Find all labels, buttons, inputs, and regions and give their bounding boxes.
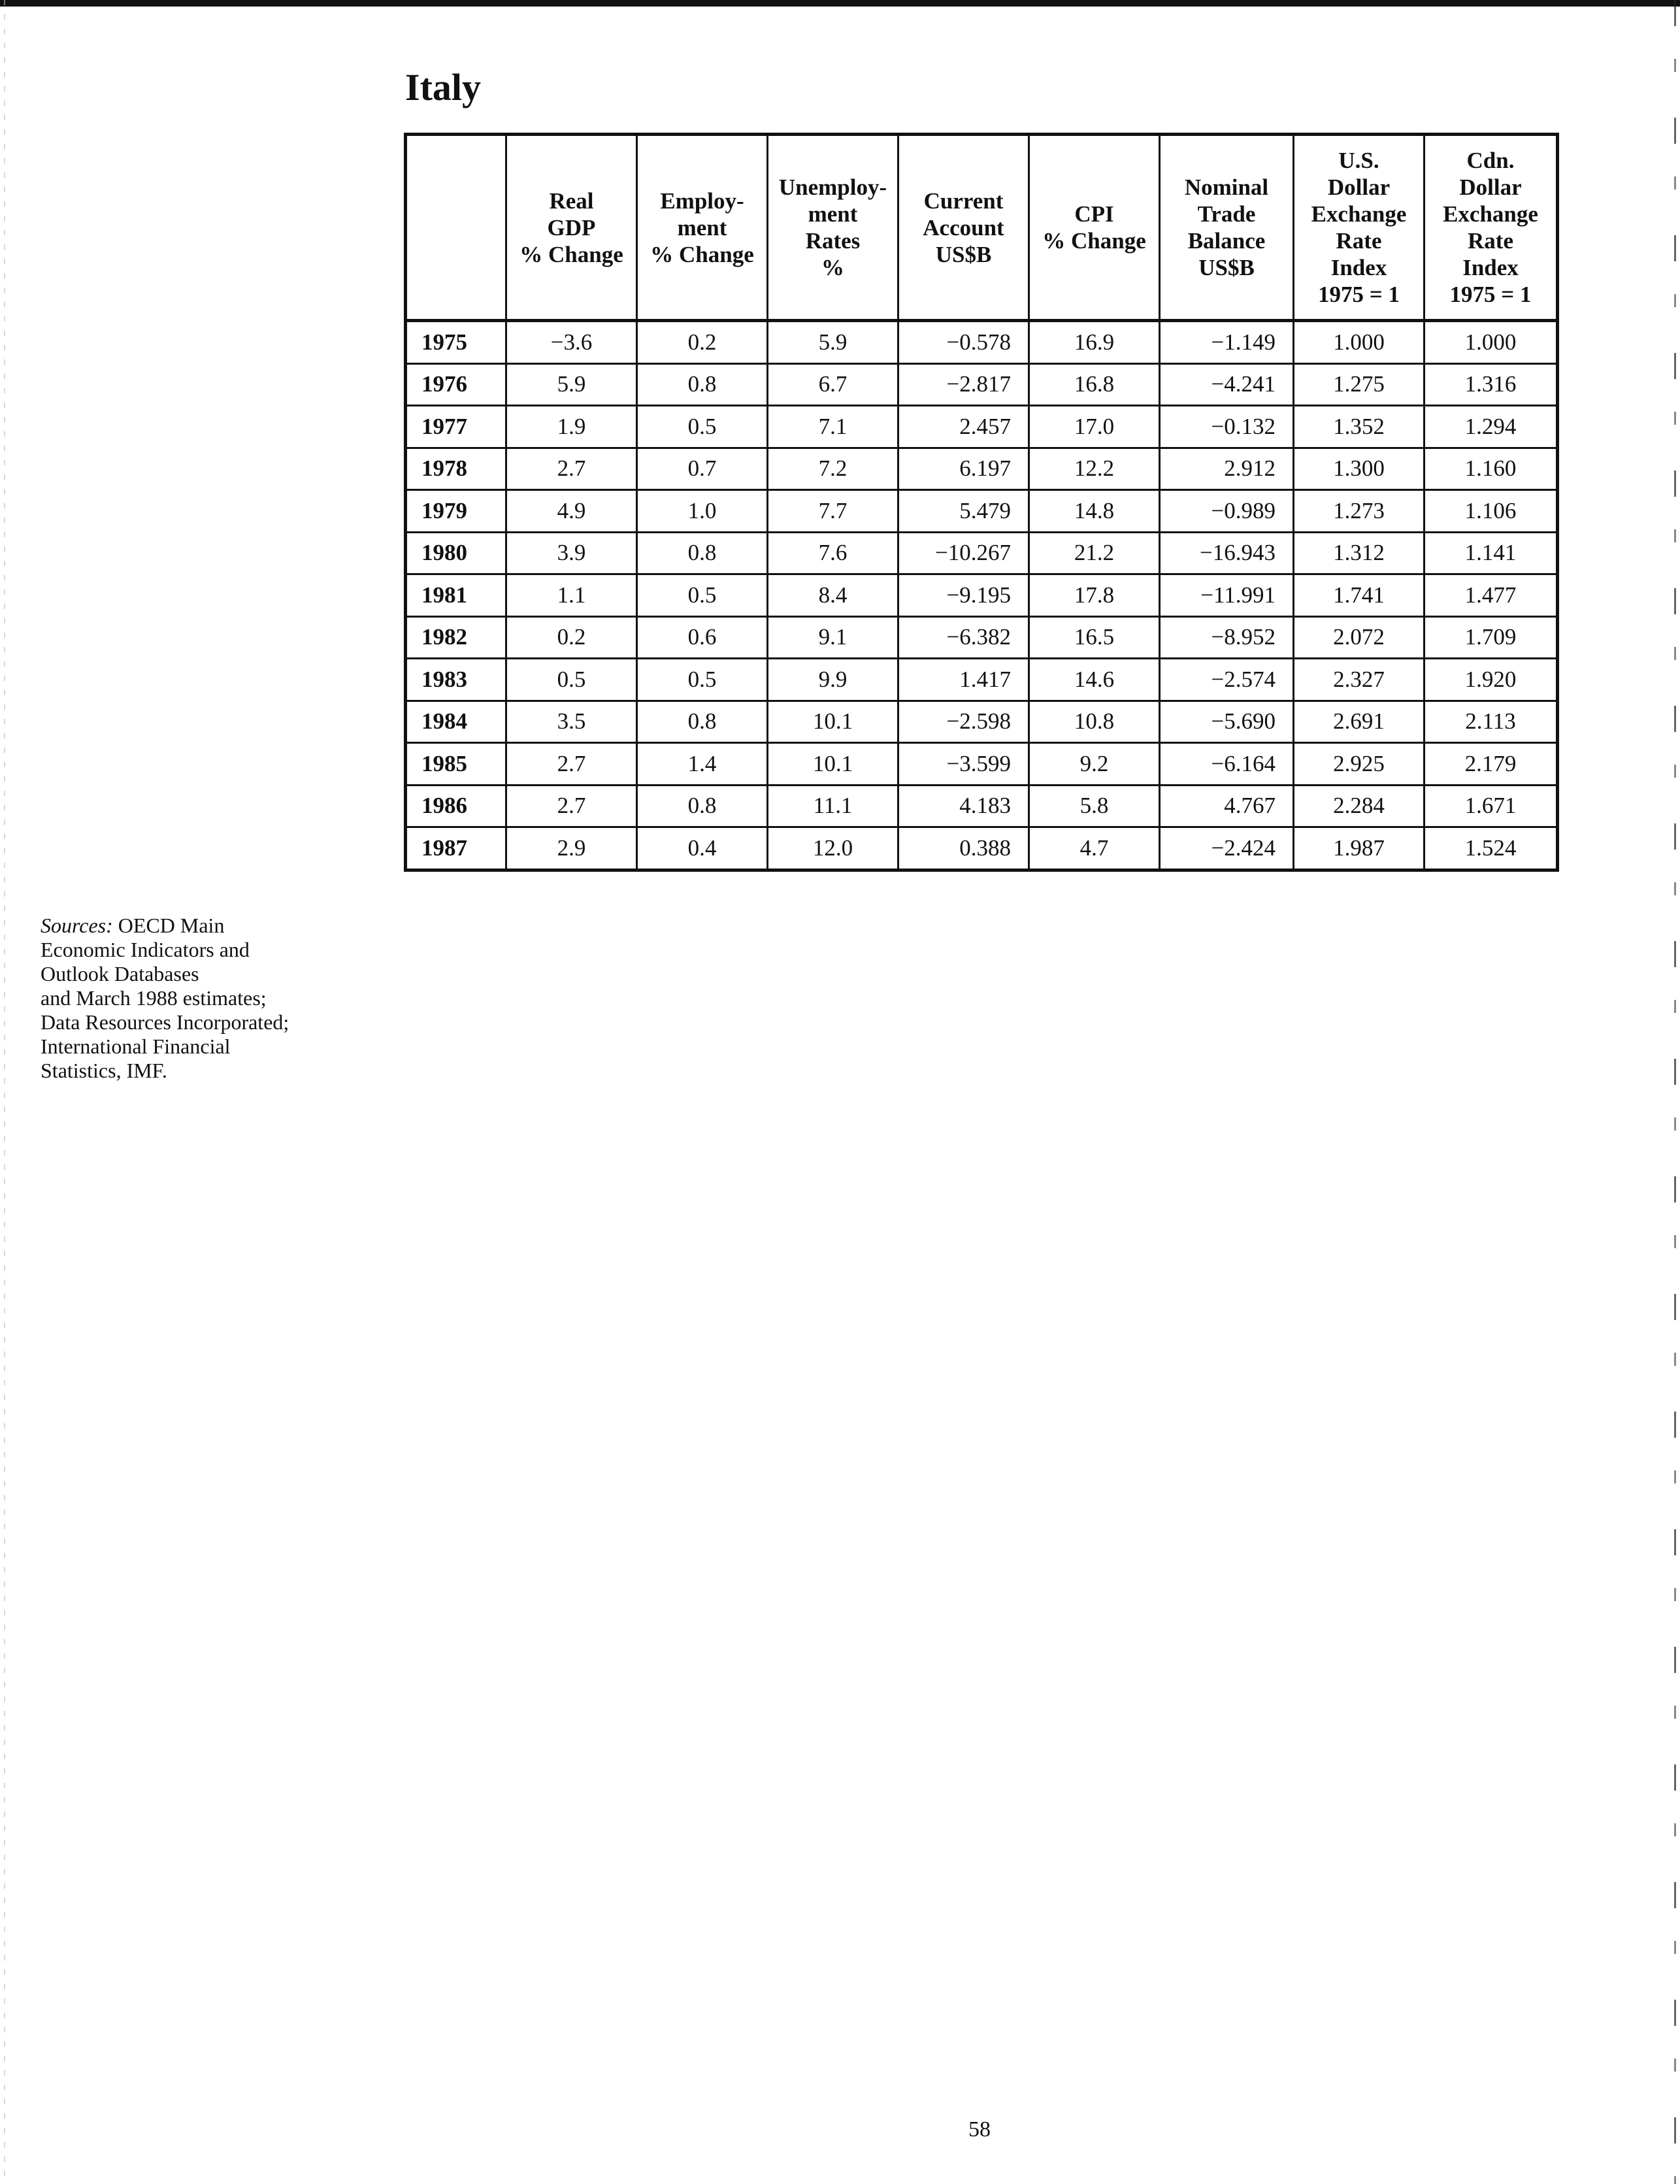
table-row (406, 363, 1558, 406)
value-cell: 1.000 (1294, 321, 1425, 364)
value-cell: −6.382 (898, 616, 1029, 659)
value-cell: 2.7 (506, 743, 637, 786)
value-cell: 14.8 (1029, 490, 1160, 533)
header-cell (1294, 135, 1425, 321)
value-cell: 0.8 (637, 701, 768, 743)
header-line: US$B (1198, 255, 1255, 280)
value-cell: 1.741 (1294, 574, 1425, 617)
value-cell: −4.241 (1160, 363, 1294, 406)
value-cell: 1.312 (1294, 532, 1425, 574)
value-cell: −11.991 (1160, 574, 1294, 617)
value-cell: 1.920 (1425, 659, 1558, 701)
value-cell: 0.5 (637, 659, 768, 701)
table-row (406, 701, 1558, 743)
year-cell: 1975 (406, 321, 506, 364)
value-cell: −16.943 (1160, 532, 1294, 574)
value-cell: 0.8 (637, 532, 768, 574)
value-cell: 1.671 (1425, 785, 1558, 827)
table-row (406, 827, 1558, 870)
header-line: % (821, 255, 844, 280)
header-line: 1975 = 1 (1318, 282, 1400, 307)
value-cell: 1.1 (506, 574, 637, 617)
value-cell: 0.388 (898, 827, 1029, 870)
page-number: 58 (968, 2117, 991, 2142)
value-cell: 0.2 (637, 321, 768, 364)
header-cell-year (406, 135, 506, 321)
header-line: % Change (650, 241, 754, 267)
value-cell: 0.6 (637, 616, 768, 659)
header-line: U.S. (1338, 148, 1379, 173)
value-cell: −1.149 (1160, 321, 1294, 364)
value-cell: 6.197 (898, 448, 1029, 490)
value-cell: 1.160 (1425, 448, 1558, 490)
value-cell: 12.0 (768, 827, 898, 870)
value-cell: 7.7 (768, 490, 898, 533)
header-line: ment (808, 201, 858, 227)
value-cell: 0.2 (506, 616, 637, 659)
value-cell: 1.000 (1425, 321, 1558, 364)
value-cell: 17.0 (1029, 406, 1160, 448)
value-cell: 5.9 (506, 363, 637, 406)
value-cell: 1.0 (637, 490, 768, 533)
table-header-row (406, 135, 1558, 321)
value-cell: 1.106 (1425, 490, 1558, 533)
table-row (406, 406, 1558, 448)
header-line: Rate (1336, 228, 1382, 254)
year-cell: 1977 (406, 406, 506, 448)
value-cell: 0.5 (506, 659, 637, 701)
value-cell: 16.5 (1029, 616, 1160, 659)
header-cell (768, 135, 898, 321)
value-cell: −6.164 (1160, 743, 1294, 786)
header-line: GDP (547, 214, 596, 240)
sources-line: Outlook Databases (41, 962, 199, 985)
value-cell: −8.952 (1160, 616, 1294, 659)
header-cell (637, 135, 768, 321)
header-line: Real (549, 188, 594, 214)
header-line: Current (923, 188, 1004, 214)
table-body (406, 321, 1558, 870)
value-cell: 1.352 (1294, 406, 1425, 448)
value-cell: 5.479 (898, 490, 1029, 533)
table-row (406, 532, 1558, 574)
top-border-rule (0, 0, 1680, 7)
left-page-edge (4, 0, 5, 2184)
value-cell: 14.6 (1029, 659, 1160, 701)
header-line: Nominal (1184, 174, 1269, 200)
value-cell: 0.8 (637, 363, 768, 406)
year-cell: 1986 (406, 785, 506, 827)
table-row (406, 574, 1558, 617)
header-line: % Change (519, 241, 623, 267)
value-cell: 7.2 (768, 448, 898, 490)
value-cell: 4.767 (1160, 785, 1294, 827)
value-cell: 7.6 (768, 532, 898, 574)
value-cell: 9.9 (768, 659, 898, 701)
value-cell: 1.4 (637, 743, 768, 786)
value-cell: 6.7 (768, 363, 898, 406)
table-row (406, 321, 1558, 364)
value-cell: 21.2 (1029, 532, 1160, 574)
sources-line: and March 1988 estimates; (41, 986, 267, 1010)
value-cell: −3.599 (898, 743, 1029, 786)
table-row (406, 785, 1558, 827)
economic-indicators-table (404, 133, 1559, 872)
value-cell: 4.183 (898, 785, 1029, 827)
year-cell: 1987 (406, 827, 506, 870)
header-line: Cdn. (1466, 148, 1515, 173)
value-cell: −10.267 (898, 532, 1029, 574)
value-cell: 11.1 (768, 785, 898, 827)
value-cell: 2.925 (1294, 743, 1425, 786)
header-line: CPI (1074, 201, 1114, 227)
value-cell: 5.9 (768, 321, 898, 364)
value-cell: −0.132 (1160, 406, 1294, 448)
header-line: % Change (1042, 228, 1146, 254)
header-line: Balance (1187, 228, 1266, 254)
value-cell: 8.4 (768, 574, 898, 617)
value-cell: −2.574 (1160, 659, 1294, 701)
year-cell: 1983 (406, 659, 506, 701)
page-title: Italy (405, 66, 481, 108)
value-cell: 9.1 (768, 616, 898, 659)
value-cell: 10.1 (768, 701, 898, 743)
value-cell: 3.5 (506, 701, 637, 743)
table-row (406, 659, 1558, 701)
value-cell: 1.273 (1294, 490, 1425, 533)
year-cell: 1985 (406, 743, 506, 786)
value-cell: −2.424 (1160, 827, 1294, 870)
value-cell: 2.072 (1294, 616, 1425, 659)
value-cell: 10.1 (768, 743, 898, 786)
value-cell: 2.7 (506, 448, 637, 490)
value-cell: 4.7 (1029, 827, 1160, 870)
header-line: Account (923, 214, 1004, 240)
sources-line: OECD Main (112, 914, 225, 937)
value-cell: 1.141 (1425, 532, 1558, 574)
value-cell: −2.598 (898, 701, 1029, 743)
sources-line: Economic Indicators and (41, 938, 250, 961)
value-cell: 2.7 (506, 785, 637, 827)
value-cell: 0.8 (637, 785, 768, 827)
year-cell: 1979 (406, 490, 506, 533)
value-cell: −0.578 (898, 321, 1029, 364)
value-cell: 12.2 (1029, 448, 1160, 490)
value-cell: 1.987 (1294, 827, 1425, 870)
right-page-edge (1674, 0, 1676, 2184)
header-line: Rate (1468, 228, 1513, 254)
header-line: Trade (1197, 201, 1256, 227)
year-cell: 1984 (406, 701, 506, 743)
value-cell: 1.275 (1294, 363, 1425, 406)
header-line: Dollar (1459, 174, 1522, 200)
value-cell: 1.9 (506, 406, 637, 448)
value-cell: 2.457 (898, 406, 1029, 448)
header-line: ment (677, 214, 727, 240)
value-cell: 1.316 (1425, 363, 1558, 406)
header-line: 1975 = 1 (1449, 282, 1532, 307)
year-cell: 1976 (406, 363, 506, 406)
table-row (406, 490, 1558, 533)
table-row (406, 448, 1558, 490)
year-cell: 1978 (406, 448, 506, 490)
value-cell: −5.690 (1160, 701, 1294, 743)
value-cell: 4.9 (506, 490, 637, 533)
value-cell: 7.1 (768, 406, 898, 448)
sources-line: Data Resources Incorporated; (41, 1010, 289, 1034)
value-cell: 0.4 (637, 827, 768, 870)
value-cell: 2.912 (1160, 448, 1294, 490)
value-cell: 0.5 (637, 406, 768, 448)
header-line: Employ- (660, 188, 744, 214)
header-cell (1160, 135, 1294, 321)
value-cell: 0.7 (637, 448, 768, 490)
header-cell (1029, 135, 1160, 321)
value-cell: 0.5 (637, 574, 768, 617)
value-cell: 16.8 (1029, 363, 1160, 406)
value-cell: 2.327 (1294, 659, 1425, 701)
value-cell: 2.284 (1294, 785, 1425, 827)
value-cell: 17.8 (1029, 574, 1160, 617)
year-cell: 1981 (406, 574, 506, 617)
header-line: Index (1330, 255, 1387, 280)
value-cell: 1.524 (1425, 827, 1558, 870)
value-cell: −9.195 (898, 574, 1029, 617)
header-line: Unemploy- (778, 174, 887, 200)
sources-line: Statistics, IMF. (41, 1059, 167, 1082)
value-cell: 2.691 (1294, 701, 1425, 743)
year-cell: 1982 (406, 616, 506, 659)
value-cell: 1.300 (1294, 448, 1425, 490)
value-cell: 1.477 (1425, 574, 1558, 617)
header-cell (506, 135, 637, 321)
value-cell: 1.417 (898, 659, 1029, 701)
value-cell: 10.8 (1029, 701, 1160, 743)
value-cell: 2.113 (1425, 701, 1558, 743)
value-cell: 2.179 (1425, 743, 1558, 786)
value-cell: 5.8 (1029, 785, 1160, 827)
value-cell: −2.817 (898, 363, 1029, 406)
sources-label: Sources: (41, 914, 113, 937)
value-cell: 1.709 (1425, 616, 1558, 659)
value-cell: 9.2 (1029, 743, 1160, 786)
header-line: US$B (935, 241, 992, 267)
value-cell: −0.989 (1160, 490, 1294, 533)
header-line: Exchange (1311, 201, 1407, 227)
value-cell: 16.9 (1029, 321, 1160, 364)
value-cell: 1.294 (1425, 406, 1558, 448)
sources-note (41, 914, 380, 1083)
value-cell: 2.9 (506, 827, 637, 870)
header-cell (898, 135, 1029, 321)
header-line: Dollar (1327, 174, 1391, 200)
table-row (406, 616, 1558, 659)
value-cell: −3.6 (506, 321, 637, 364)
header-line: Rates (805, 228, 861, 254)
year-cell: 1980 (406, 532, 506, 574)
header-cell (1425, 135, 1558, 321)
value-cell: 3.9 (506, 532, 637, 574)
sources-line: International Financial (41, 1034, 231, 1058)
header-line: Exchange (1443, 201, 1538, 227)
table-row (406, 743, 1558, 786)
header-line: Index (1462, 255, 1519, 280)
